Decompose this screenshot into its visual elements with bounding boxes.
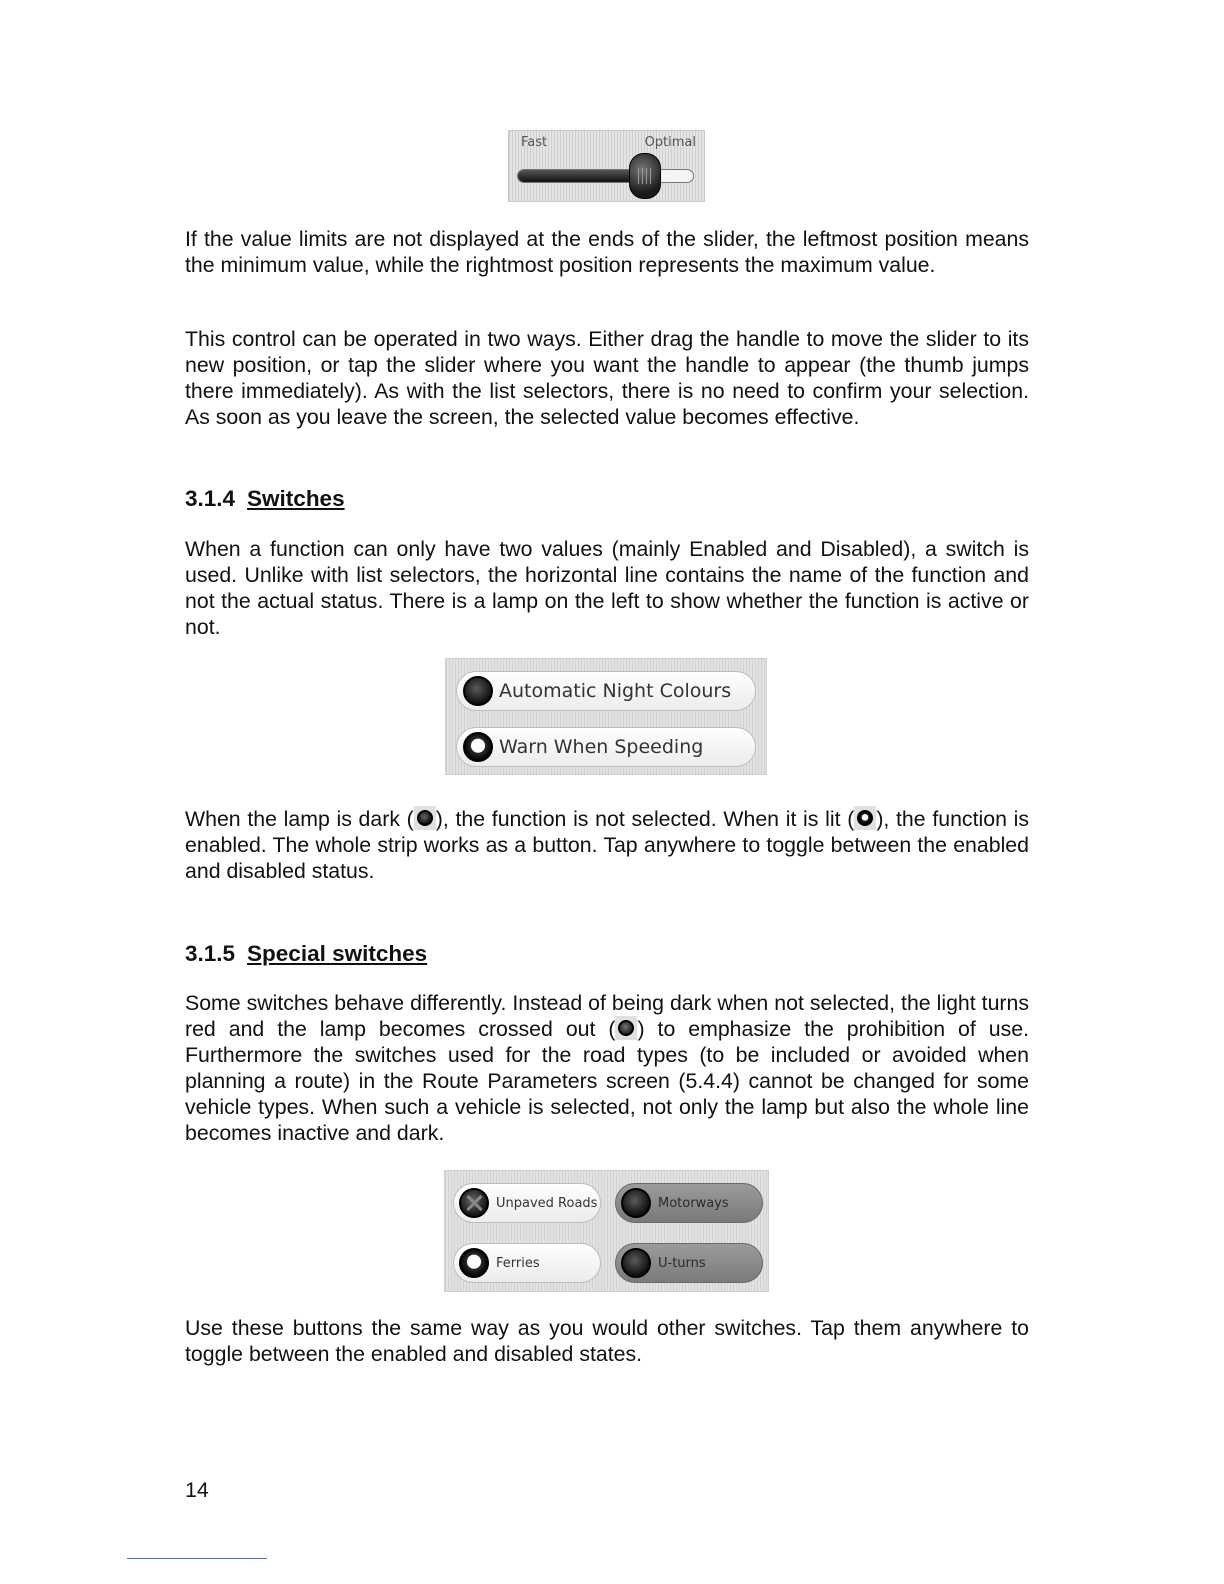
text-fragment: ), the function is not selected. When it is lit (	[435, 807, 855, 831]
paragraph-slider-operation: This control can be operated in two ways. Either drag the handle to move the slider to its new position, or tap the slider where you want the handle to appear (the thumb jumps there immediately). As with the list selectors, there is no need to confirm your selection. As soon as you leave the screen, the selected value becomes effective.	[185, 327, 1029, 429]
lamp-dark-icon	[621, 1188, 651, 1218]
lamp-lit-icon	[459, 1248, 489, 1278]
text-fragment: ), the function is enabled. The whole strip works as a button. Tap anywhere to toggle between the enabled and disabled status.	[185, 807, 1029, 883]
footer-rule	[127, 1558, 267, 1559]
switch-label: Unpaved Roads	[496, 1196, 598, 1211]
slider-max-label: Optimal	[644, 135, 696, 150]
section-title: Switches	[247, 486, 345, 511]
paragraph-usage: Use these buttons the same way as you would other switches. Tap them anywhere to toggle between the enabled and disabled states.	[185, 1316, 1029, 1366]
slider-thumb[interactable]	[629, 153, 661, 199]
lamp-crossed-icon	[459, 1188, 489, 1218]
switch-u-turns[interactable]	[615, 1243, 763, 1283]
switch-label: U-turns	[658, 1256, 706, 1271]
switch-ferries[interactable]	[453, 1243, 601, 1283]
section-number: 3.1.5	[185, 941, 236, 966]
slider-fill	[518, 170, 645, 182]
paragraph-lamp-states	[185, 806, 1029, 884]
slider-track[interactable]	[517, 169, 694, 183]
lamp-lit-icon	[463, 732, 493, 762]
section-number: 3.1.4	[185, 486, 236, 511]
switch-label: Ferries	[496, 1256, 540, 1271]
slider-min-label: Fast	[521, 135, 548, 150]
switch-warn-when-speeding[interactable]	[456, 727, 756, 767]
switch-automatic-night-colours[interactable]	[456, 671, 756, 711]
switch-label: Warn When Speeding	[499, 736, 704, 758]
page-number: 14	[185, 1478, 209, 1502]
switch-label: Automatic Night Colours	[499, 680, 732, 702]
slider-figure	[508, 130, 705, 202]
paragraph-special-switches	[185, 990, 1029, 1146]
lamp-dark-icon	[414, 806, 436, 830]
section-heading-switches	[185, 486, 345, 512]
switches-figure	[445, 658, 767, 775]
paragraph-slider-limits: If the value limits are not displayed at the ends of the slider, the leftmost position means the minimum value, while the rightmost position represents the maximum value.	[185, 227, 1029, 277]
lamp-dark-icon	[621, 1248, 651, 1278]
special-switches-figure	[444, 1170, 769, 1292]
section-title: Special switches	[247, 941, 428, 966]
lamp-crossed-icon	[615, 1016, 637, 1040]
text-fragment: Some switches behave differently. Instead of being dark when not selected, the light turns red and the lamp becomes crossed out (	[185, 991, 1029, 1041]
text-fragment: When the lamp is dark (	[185, 807, 414, 831]
text-fragment: ) to emphasize the prohibition of use. Furthermore the switches used for the road types (to be included or avoided when planning a route) in the Route Parameters screen (5.4.4) cannot be changed for some vehicle types. When such a vehicle is selected, not only the lamp but also the whole line becomes inactive and dark.	[185, 1017, 1029, 1145]
switch-motorways[interactable]	[615, 1183, 763, 1223]
lamp-lit-icon	[854, 806, 876, 830]
switch-unpaved-roads[interactable]	[453, 1183, 601, 1223]
switch-label: Motorways	[658, 1196, 729, 1211]
paragraph-switches-intro: When a function can only have two values (mainly Enabled and Disabled), a switch is used. Unlike with list selectors, the horizontal line contains the name of the function and not the actual status. There is a lamp on the left to show whether the function is active or not.	[185, 537, 1029, 639]
section-heading-special-switches	[185, 941, 427, 967]
lamp-dark-icon	[463, 676, 493, 706]
